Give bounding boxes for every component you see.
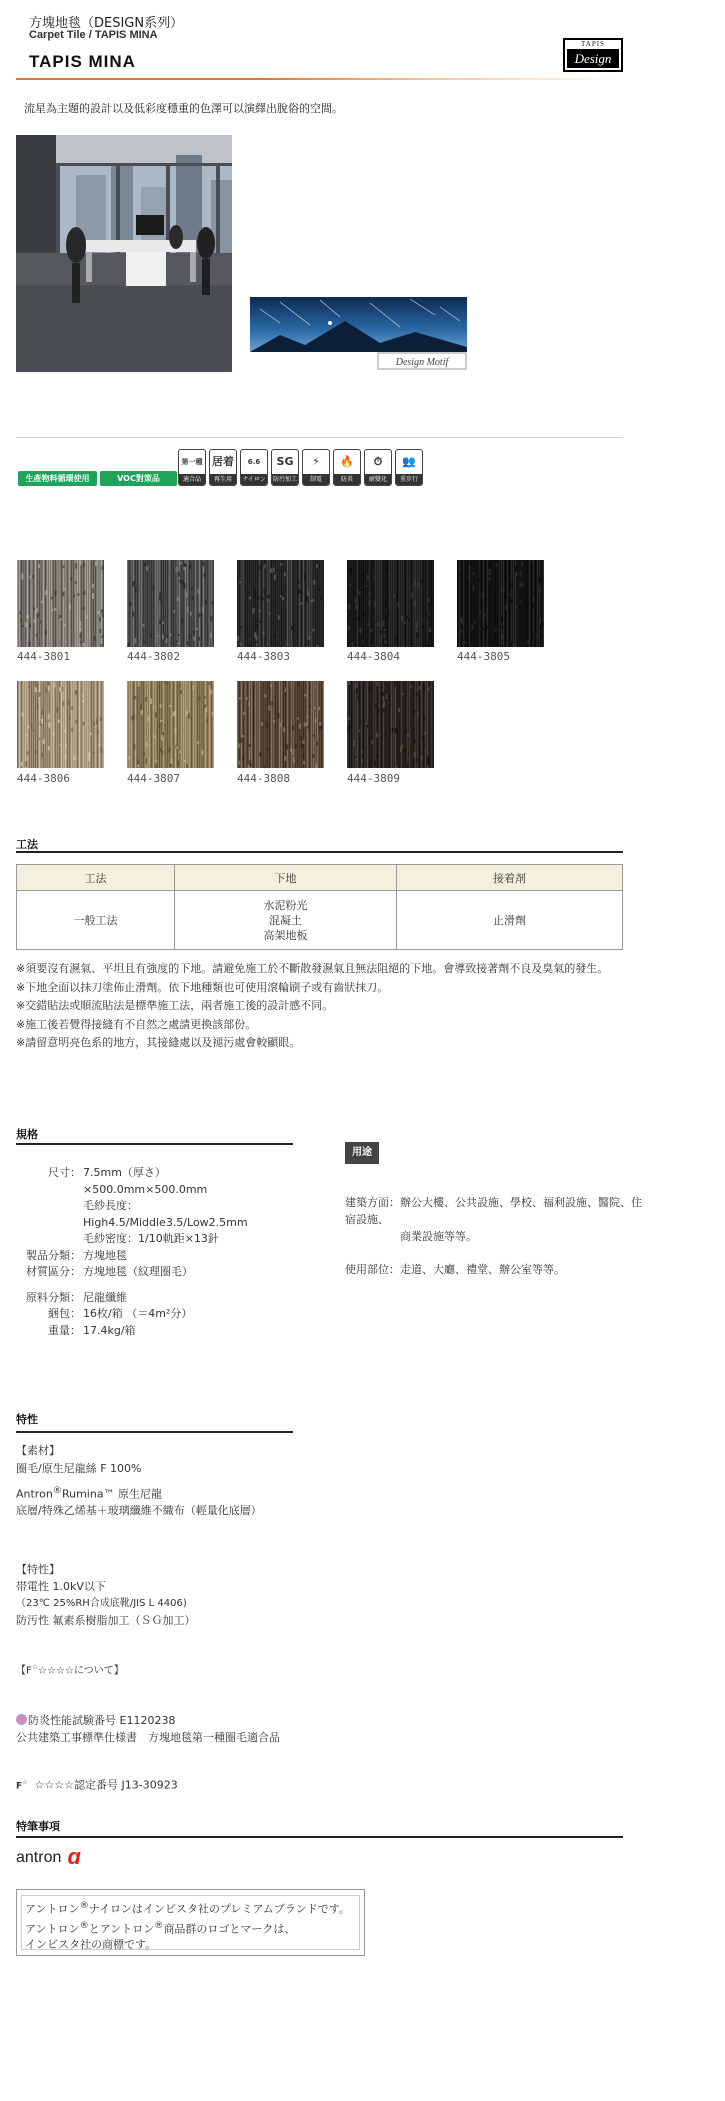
eco-badge-voc: VOC對策品 — [100, 471, 177, 486]
cert-icon-label: 耐變化 — [365, 474, 391, 485]
product-subtitle: Carpet Tile / TAPIS MINA — [29, 29, 158, 41]
material-value: 方塊地毯（紋理圈毛） — [83, 1265, 193, 1278]
fstar-cert: F☆ ☆☆☆☆認定番号 J13-30923 — [16, 1778, 178, 1792]
note-item: ※施工後若覺得接縫有不自然之處請更換該部份。 — [16, 1017, 257, 1031]
method-notes — [16, 960, 626, 1053]
backing-material: 底層/特殊乙烯基＋玻璃纖維不織布（輕量化底層） — [16, 1504, 262, 1517]
antistain-spec: 防汚性 氟素系樹脂加工（ＳＧ加工） — [16, 1614, 196, 1627]
fstar-heading-prefix: 【F — [16, 1665, 32, 1677]
carpet-swatch[interactable] — [127, 681, 214, 768]
area-label: 使用部位： — [345, 1263, 400, 1276]
notice-line: アントロン — [25, 1922, 80, 1936]
building-value-2: 商業設施等等。 — [400, 1230, 477, 1243]
flame-cert-text: 防炎性能試験番号 E1120238 — [28, 1714, 176, 1727]
swatch-code: 444-3804 — [347, 650, 400, 663]
pack-value: 16枚/箱 （＝4m²分） — [83, 1307, 193, 1320]
cert-icon-label: 再生用 — [210, 474, 236, 485]
antron-logo — [16, 1844, 81, 1870]
carpet-swatch[interactable] — [457, 560, 544, 647]
substrate-header: 下地 — [175, 865, 397, 891]
size-value: 7.5mm（厚さ） — [83, 1166, 166, 1179]
cert-icon-symbol: 居着 — [212, 455, 234, 468]
pile-height-value: High4.5/Middle3.5/Low2.5mm — [83, 1215, 248, 1229]
logo-top-text: TAPIS — [581, 40, 605, 48]
pile-material: 圈毛/原生尼龍絲 F 100% — [16, 1462, 142, 1475]
antron-logo-text: antron — [16, 1849, 62, 1866]
cert-icon-symbol: 6.6 — [247, 458, 261, 466]
antistatic-spec: 帯電性 1.0kV以下 — [16, 1580, 106, 1593]
flame-icon — [333, 449, 361, 486]
adhesive-header: 接着剤 — [397, 865, 623, 891]
swatch-code: 444-3808 — [237, 772, 290, 785]
spec-section-line — [16, 1143, 293, 1145]
antron-material: Antron®Rumina™ 原生尼龍 — [16, 1485, 163, 1501]
size-dimension: ×500.0mm×500.0mm — [83, 1182, 208, 1196]
cert-icon-label: 重步行 — [396, 474, 422, 485]
swatch-code: 444-3807 — [127, 772, 180, 785]
substrate-item: 水泥粉光 — [263, 898, 308, 912]
fstar-heading-suffix: ☆☆☆☆について】 — [38, 1665, 124, 1677]
public-spec: 公共建築工事標準仕様書 方塊地毯第一種圈毛適合品 — [16, 1731, 280, 1744]
category-spec-value: 方塊地毯 — [83, 1248, 127, 1262]
design-motif-image — [250, 297, 467, 372]
intro-text: 流星為主題的設計以及低彩度穩重的色澤可以演繹出脫俗的空間。 — [24, 102, 343, 115]
flame-cert — [16, 1712, 175, 1729]
notice-line: アントロン — [25, 1902, 80, 1916]
antron-prefix: Antron — [16, 1487, 53, 1501]
office-photo — [16, 135, 232, 372]
material-heading: 【素材】 — [16, 1444, 60, 1457]
carpet-swatch[interactable] — [347, 681, 434, 768]
notice-line: 商品群のロゴとマークは、 — [163, 1922, 296, 1936]
fstar-cert-prefix: F — [16, 1781, 23, 1792]
weight-value: 17.4kg/箱 — [83, 1323, 136, 1337]
swatch-code: 444-3803 — [237, 650, 290, 663]
swatch-code: 444-3801 — [17, 650, 70, 663]
cert-icon-symbol: ⚡ — [312, 455, 320, 468]
header-divider — [16, 78, 623, 80]
durable-icon — [364, 449, 392, 486]
cert-icon-symbol: SG — [276, 455, 294, 468]
fstar-cert-text: ☆☆☆☆認定番号 J13-30923 — [34, 1778, 178, 1792]
method-section-title: 工法 — [16, 838, 38, 851]
carpet-swatch[interactable] — [237, 681, 324, 768]
method-section-line — [16, 851, 623, 853]
notice-section-title: 特筆事項 — [16, 1820, 60, 1833]
fstar-heading: 【F☆☆☆☆☆について】 — [16, 1663, 124, 1677]
cert-icon-label: 防污加工 — [272, 476, 297, 483]
cert-icon-symbol: 第一種 — [181, 458, 203, 466]
method-cell: 一般工法 — [17, 891, 175, 950]
note-item: ※交錯貼法或順流貼法是標準施工法，兩者施工後的設計感不同。 — [16, 999, 334, 1012]
pile-density: 毛紗密度：1/10軌距×13針 — [83, 1232, 219, 1245]
heavy-traffic-icon — [395, 449, 423, 486]
usage-list — [345, 1194, 645, 1278]
tapis-design-logo — [563, 38, 623, 72]
cert-icon-symbol: 🔥 — [340, 455, 354, 468]
swatch-code: 444-3809 — [347, 772, 400, 785]
recycle-icon — [209, 449, 237, 486]
carpet-swatch[interactable] — [17, 681, 104, 768]
spec-section-title: 規格 — [16, 1128, 38, 1141]
features-section-line — [16, 1431, 293, 1433]
cert-icon-symbol: 👥 — [402, 455, 416, 468]
weight-label: 重量： — [48, 1323, 81, 1337]
cert-icon-label: 防炎 — [334, 474, 360, 485]
adhesive-cell: 止滑劑 — [397, 891, 623, 950]
note-item: ※下地全面以抹刀塗佈止滑劑。依下地種類也可使用滾輪刷子或有齒狀抹刀。 — [16, 980, 389, 994]
note-item: ※須要沒有濕氣、平坦且有強度的下地。請避免施工於不斷散發濕氣且無法阻絕的下地。會導致接著劑不良及臭氣的發生。 — [16, 962, 609, 975]
carpet-swatch[interactable] — [127, 560, 214, 647]
logo-main-text: Design — [567, 49, 619, 68]
sg-icon — [271, 449, 299, 486]
antistatic-icon — [302, 449, 330, 486]
features-section-title: 特性 — [16, 1413, 38, 1426]
notice-section-line — [16, 1836, 623, 1838]
notice-line: インビスタ社の商標です。 — [25, 1938, 157, 1952]
method-table — [16, 864, 623, 950]
substrate-item: 高架地板 — [263, 928, 308, 942]
carpet-swatch[interactable] — [17, 560, 104, 647]
first-grade-icon — [178, 449, 206, 486]
nylon-66-icon — [240, 449, 268, 486]
area-value: 走道、大廳、禮堂、辦公室等等。 — [400, 1263, 565, 1276]
cert-icon-label: 制電 — [303, 474, 329, 485]
material-label: 材質區分： — [26, 1265, 81, 1278]
flame-mark-icon — [16, 1714, 27, 1725]
cert-icon-label: ナイロン — [242, 476, 266, 483]
section-divider — [16, 437, 623, 438]
pile-height-label: 毛紗長度： — [83, 1199, 138, 1212]
antron-line: Rumina™ 原生尼龍 — [61, 1487, 163, 1501]
swatch-code: 444-3802 — [127, 650, 180, 663]
antron-logo-mark-icon: ɑ — [61, 1844, 81, 1869]
brand-notice-box: アントロン®ナイロンはインビスタ社のプレミアムブランドです。 アントロン®とアントロン®商品群のロゴとマークは、 インビスタ社の商標です。 — [16, 1889, 365, 1956]
size-label: 尺寸： — [48, 1166, 81, 1179]
notice-line: とアントロン — [88, 1922, 155, 1936]
swatch-code: 444-3805 — [457, 650, 510, 663]
cert-icon-label: 適合品 — [179, 474, 205, 485]
raw-value: 尼龍纖維 — [83, 1290, 127, 1304]
note-item: ※請留意明亮色系的地方，其接縫處以及褪污處會較顯眼。 — [16, 1036, 301, 1049]
page-title: TAPIS MINA — [29, 52, 136, 71]
substrate-item: 混凝土 — [269, 913, 302, 927]
usage-section-title: 用途 — [345, 1142, 379, 1164]
category-label: 方塊地毯（DESIGN系列） — [29, 16, 184, 31]
motif-label: Design Motif — [395, 357, 449, 368]
carpet-swatch[interactable] — [347, 560, 434, 647]
antistatic-condition: （23℃ 25%RH合成底靴/JIS L 4406) — [16, 1598, 187, 1609]
substrate-cell — [175, 891, 397, 950]
notice-line: ナイロンはインビスタ社のプレミアムブランドです。 — [88, 1902, 350, 1916]
spec-list — [16, 1165, 294, 1339]
raw-label: 原料分類： — [26, 1290, 81, 1304]
carpet-swatch[interactable] — [237, 560, 324, 647]
spec-heading: 【特性】 — [16, 1563, 60, 1576]
building-label: 建築方面： — [345, 1196, 400, 1209]
eco-badge-recycled: 生產物料循環使用 — [18, 471, 97, 486]
swatch-code: 444-3806 — [17, 772, 70, 785]
building-value: 辦公大樓、公共設施、學校、福利設施、醫院、住宿設施、 — [345, 1196, 642, 1226]
cert-icon-symbol: ⏱ — [373, 455, 383, 468]
category-spec-label: 製品分類： — [26, 1248, 81, 1262]
method-header: 工法 — [17, 865, 175, 891]
pack-label: 綑包： — [48, 1307, 81, 1320]
